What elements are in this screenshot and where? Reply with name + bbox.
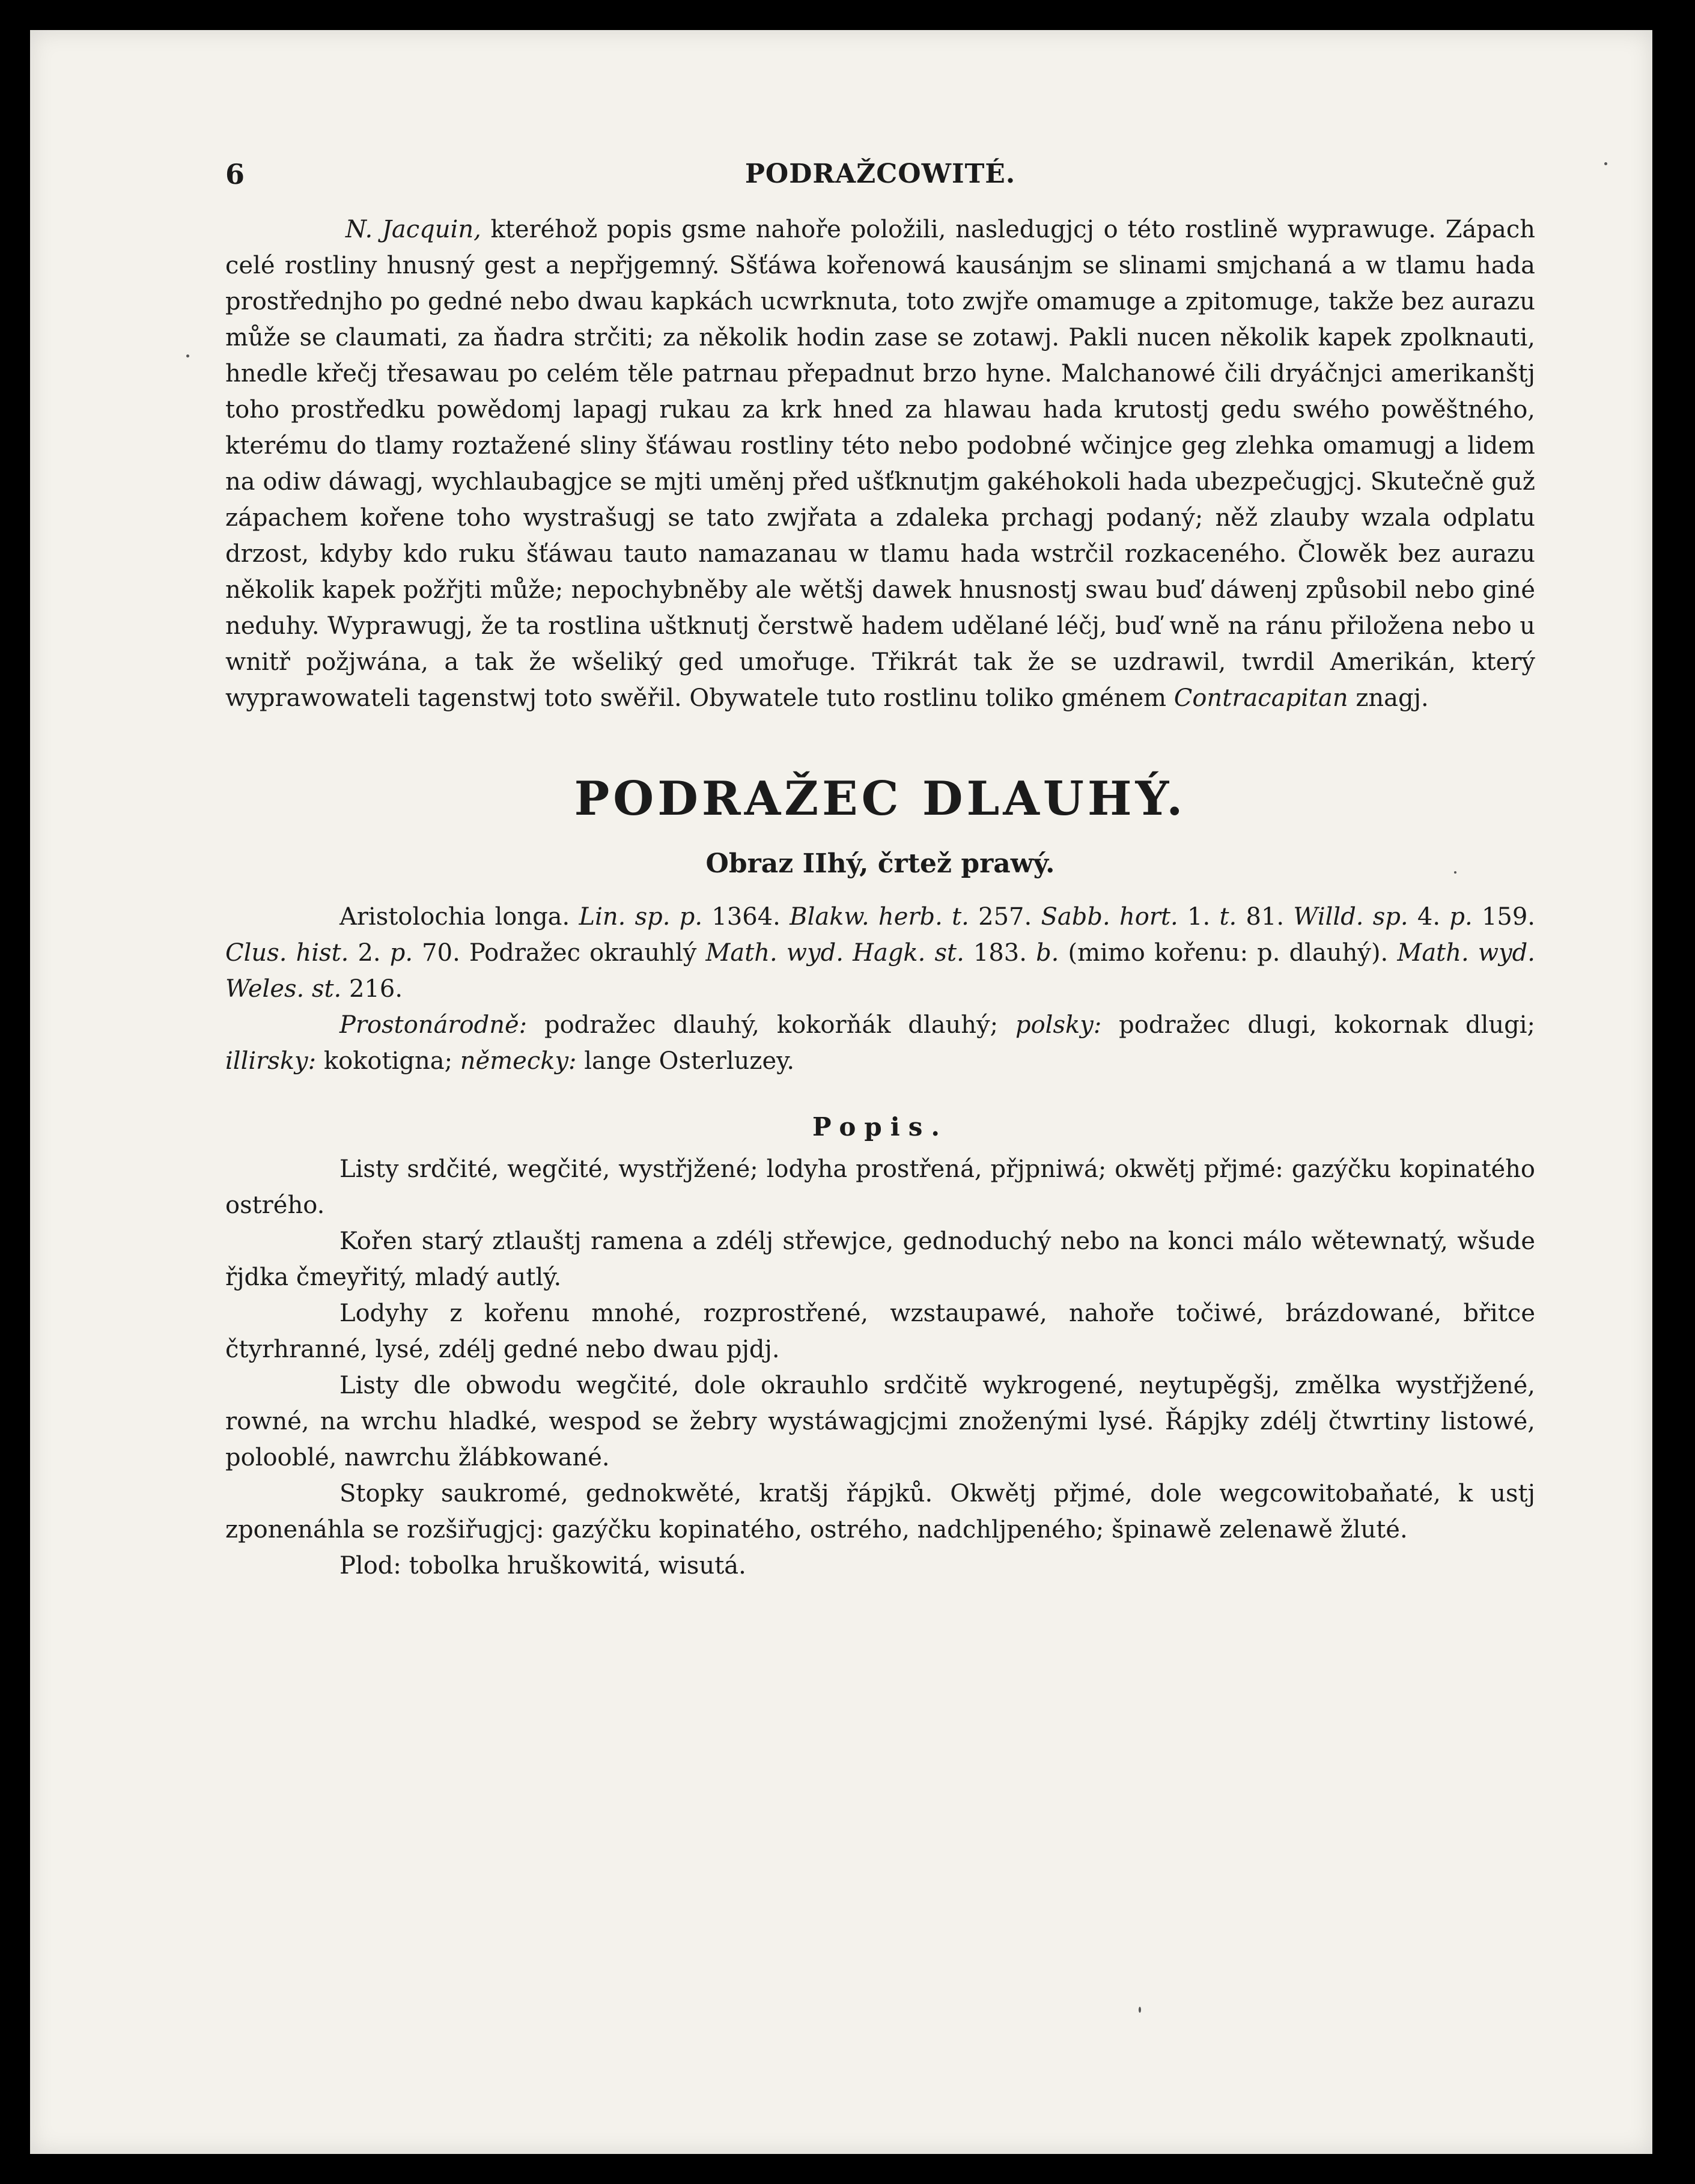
name-label: polsky: bbox=[1015, 1011, 1102, 1039]
paper-sheet bbox=[30, 30, 1652, 2154]
vernacular-term: Contracapitan bbox=[1173, 684, 1348, 712]
name-text: podražec dlauhý, kokorňák dlauhý; bbox=[527, 1011, 1015, 1039]
description-paragraph: Plod: tobolka hruškowitá, wisutá. bbox=[339, 1552, 746, 1580]
syn-ref: Willd. sp. bbox=[1293, 903, 1408, 931]
syn-ref: Blakw. herb. t. bbox=[790, 903, 969, 931]
section-title: PODRAŽEC DLAUHÝ. bbox=[574, 771, 1187, 826]
page-text bbox=[225, 156, 1535, 1584]
name-text: kokotigna; bbox=[316, 1047, 460, 1075]
syn-text: 70. Podražec okrauhlý bbox=[413, 939, 706, 967]
syn-text: 81. bbox=[1237, 903, 1294, 931]
ink-speck bbox=[186, 354, 189, 357]
description-paragraph: Lodyhy z kořenu mnohé, rozprostřené, wzstaupawé, nahoře točiwé, brázdowané, břitce čtyrhranné, lysé, zdélj gedné nebo dwau pjdj. bbox=[225, 1300, 1535, 1363]
intro-text: kteréhož popis gsme nahoře položili, nasledugjcj o této rostlině wyprawuge. Zápach celé rostliny hnusný gest a nepřjgemný. Sšťáwa kořenowá kausánjm se slinami smjchaná a w tlamu hada prostřednjho po gedné nebo dwau kapkách ucwrknuta, toto zwjře omamuge a zpitomuge, takže bez aurazu může se claumati, za ňadra strčiti; za několik hodin zase se zotawj. Pakli nucen několik kapek zpolknauti, hnedle křečj třesawau po celém těle patrnau přepadnut brzo hyne. Malchanowé čili dryáčnjci amerikanštj toho prostředku powědomj lapagj rukau za krk hned za hlawau hada krutostj gedu swého powěštného, kterému do tlamy roztažené sliny šťáwau rostliny této nebo podobné wčinjce geg zlehka omamugj a lidem na odiw dáwagj, wychlaubagjce se mjti uměnj před ušťknutjm gakéhokoli hada ubezpečugjcj. Skutečně guž zápachem kořene toho wystrašugj se tato zwjřata a zdaleka prchagj podaný; něž zlauby wzala odplatu drzost, kdyby kdo ruku šťáwau tauto namazanau w tlamu hada wstrčil rozkaceného. Člowěk bez aurazu několik kapek požřjti může; nepochybněby ale wětšj dawek hnusnostj swau buď dáwenj způsobil nebo giné neduhy. Wyprawugj, že ta rostlina uštknutj čerstwě hadem udělané léčj, buď wně na ránu přiložena nebo u wnitř požjwána, a tak že wšeliký ged umořuge. Třikrát tak že se uzdrawil, twrdil Amerikán, který wyprawowateli tagenstwj toto swěřil. Obywatele tuto rostlinu toliko gménem bbox=[225, 216, 1536, 712]
syn-text: 216. bbox=[341, 975, 403, 1003]
syn-text: 257. bbox=[969, 903, 1041, 931]
syn-ref: Math. wyd. Hagk. st. bbox=[705, 939, 964, 967]
syn-text: (mimo kořenu: p. dlauhý). bbox=[1059, 939, 1398, 967]
syn-ref: Lin. sp. p. bbox=[579, 903, 703, 931]
section-subtitle: Obraz IIhý, črtež prawý. bbox=[705, 848, 1055, 879]
syn-ref: p. bbox=[1449, 903, 1473, 931]
name-label: Prostonárodně: bbox=[339, 1011, 528, 1039]
syn-ref: p. bbox=[389, 939, 413, 967]
description-paragraph: Listy dle obwodu wegčité, dole okrauhlo srdčitě wykrogené, neytupěgšj, změlka wystřjžené, rowné, na wrchu hladké, wespod se žebry wystáwagjcjmi znoženými lysé. Řápjky zdélj čtwrtiny listowé, polooblé, nawrchu žlábkowané. bbox=[225, 1372, 1535, 1471]
syn-text: 1364. bbox=[702, 903, 790, 931]
synonyms-paragraph bbox=[225, 899, 1535, 1007]
ink-speck bbox=[1139, 2007, 1141, 2013]
name-label: německy: bbox=[460, 1047, 577, 1075]
page-number: 6 bbox=[225, 158, 245, 190]
name-text: podražec dlugi, kokornak dlugi; bbox=[1101, 1011, 1535, 1039]
syn-text: Aristolochia longa. bbox=[339, 903, 570, 931]
running-head: PODRAŽCOWITÉ. bbox=[744, 159, 1016, 189]
syn-ref: t. bbox=[1219, 903, 1237, 931]
description-paragraph: Kořen starý ztlauštj ramena a zdélj střewjce, gednoduchý nebo na konci málo wětewnatý, wšude řjdka čmeyřitý, mladý autlý. bbox=[225, 1227, 1535, 1291]
description-heading: Popis. bbox=[812, 1112, 949, 1142]
description-paragraph: Listy srdčité, wegčité, wystřjžené; lodyha prostřená, přjpniwá; okwětj přjmé: gazýčku kopinatého ostrého. bbox=[225, 1155, 1535, 1219]
syn-ref: b. bbox=[1036, 939, 1059, 967]
common-names-paragraph bbox=[225, 1007, 1535, 1079]
description-paragraph: Stopky saukromé, gednokwěté, kratšj řápjků. Okwětj přjmé, dole wegcowitobaňaté, k ustj zponenáhla se rozšiřugjcj: gazýčku kopinatého, ostrého, nadchljpeného; špinawě zelenawě žluté. bbox=[225, 1480, 1535, 1544]
name-text: lange Osterluzey. bbox=[576, 1047, 795, 1075]
syn-text: 1. bbox=[1178, 903, 1220, 931]
intro-paragraph bbox=[225, 211, 1535, 716]
syn-text: 183. bbox=[964, 939, 1036, 967]
syn-text: 159. bbox=[1472, 903, 1536, 931]
author-name: N. Jacquin, bbox=[345, 216, 481, 243]
syn-ref: Math. wyd. Weles. st. bbox=[225, 939, 1535, 1003]
syn-ref: Clus. hist. bbox=[225, 939, 349, 967]
page-header bbox=[225, 156, 1535, 211]
syn-ref: Sabb. hort. bbox=[1041, 903, 1178, 931]
name-label: illirsky: bbox=[225, 1047, 317, 1075]
syn-text: 2. bbox=[348, 939, 390, 967]
syn-text: 4. bbox=[1408, 903, 1450, 931]
ink-speck bbox=[1604, 162, 1607, 165]
intro-end: znagj. bbox=[1348, 684, 1429, 712]
